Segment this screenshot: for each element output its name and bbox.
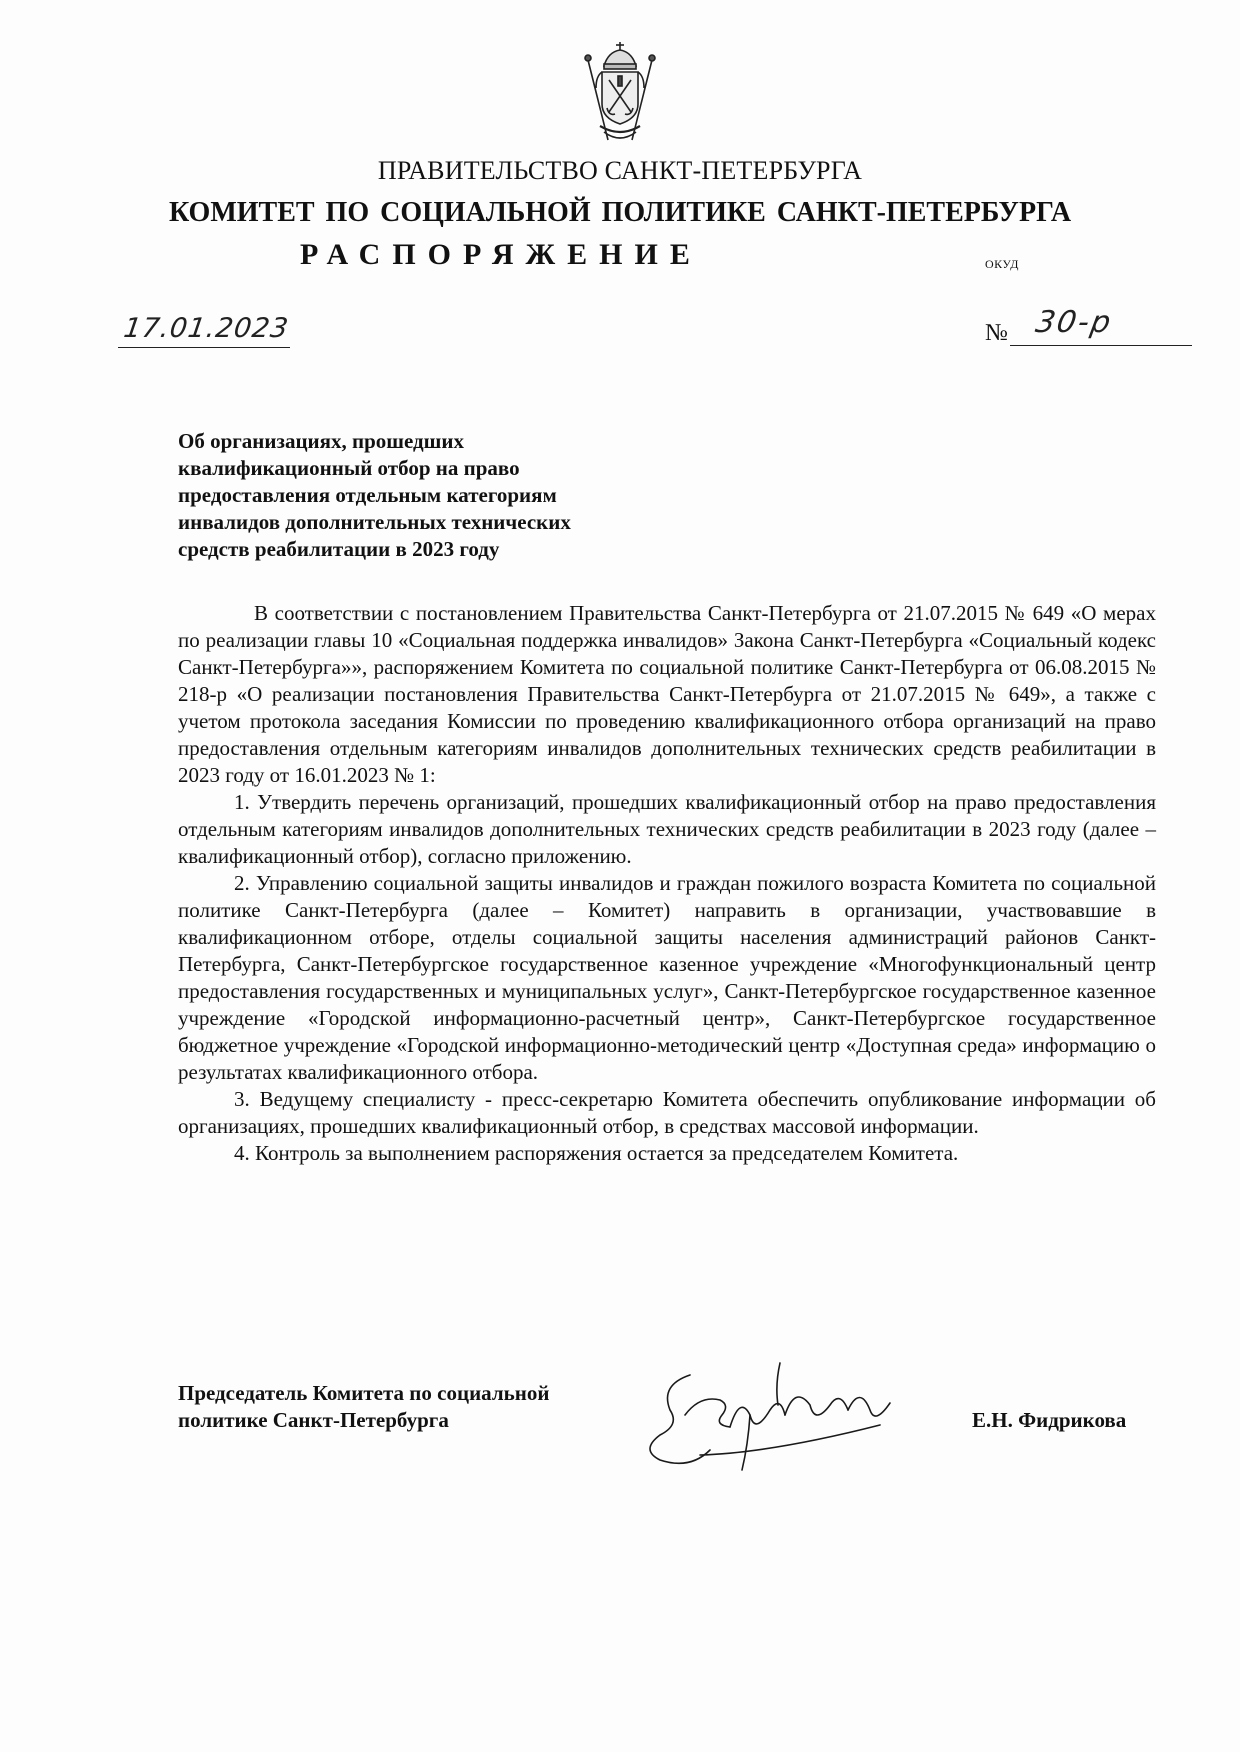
signatory-name: Е.Н. Фидрикова — [972, 1408, 1127, 1432]
subject-line: средств реабилитации в 2023 году — [178, 537, 500, 561]
coat-of-arms-icon — [578, 40, 662, 148]
order-item-2: 2. Управлению социальной защиты инвалидов и граждан пожилого возраста Комитета по социальной политике Санкт-Петербурга (далее – Комитет) направить в организации, участвовавшие в квалификационном отборе, отделы социальной защиты населения администраций районов Санкт-Петербурга, Санкт-Петербургское государственное казенное учреждение «Многофункциональный центр предоставления государственных и муниципальных услуг», Санкт-Петербургское государственное казенное учреждение «Городской информационно-расчетный центр», Санкт-Петербургское государственное бюджетное учреждение «Городской информационно-методический центр «Доступная среда» информацию о результатах квалификационного отбора. — [178, 871, 1156, 1084]
document-date-field — [118, 313, 290, 348]
handwritten-signature — [630, 1355, 930, 1485]
order-item-4: 4. Контроль за выполнением распоряжения остается за председателем Комитета. — [234, 1141, 959, 1165]
subject-line: инвалидов дополнительных технических — [178, 510, 571, 534]
document-number: 30-р — [1032, 305, 1116, 340]
signatory-position-line: политике Санкт-Петербурга — [178, 1408, 449, 1432]
signatory-position — [178, 1380, 638, 1434]
subject-line: предоставления отдельным категориям — [178, 483, 557, 507]
preamble-paragraph: В соответствии с постановлением Правительства Санкт-Петербурга от 21.07.2015 № 649 «О мерах по реализации главы 10 «Социальная поддержка инвалидов» Закона Санкт-Петербурга «Социальный кодекс Санкт-Петербурга»», распоряжением Комитета по социальной политике Санкт-Петербурга от 06.08.2015 № 218-р «О реализации постановления Правительства Санкт-Петербурга от 21.07.2015 № 649», а также с учетом протокола заседания Комиссии по проведению квалификационного отбора организаций на право предоставления отдельным категориям инвалидов дополнительных технических средств реабилитации в 2023 году от 16.01.2023 № 1: — [178, 601, 1156, 787]
okud-label: ОКУД — [985, 257, 1019, 271]
document-type-heading: РАСПОРЯЖЕНИЕ — [300, 238, 702, 271]
document-number-field — [1010, 305, 1192, 346]
subject-line: Об организациях, прошедших — [178, 429, 465, 453]
government-title: ПРАВИТЕЛЬСТВО САНКТ-ПЕТЕРБУРГА — [377, 156, 863, 185]
subject-line: квалификационный отбор на право — [178, 456, 520, 480]
order-item-3: 3. Ведущему специалисту - пресс-секретарю Комитета обеспечить опубликование информации об организациях, прошедших квалификационный отбор, в средствах массовой информации. — [178, 1087, 1156, 1138]
document-body — [178, 600, 1156, 1167]
document-date: 17.01.2023 — [121, 313, 291, 344]
order-item-1: 1. Утвердить перечень организаций, прошедших квалификационный отбор на право предоставления отдельным категориям инвалидов дополнительных технических средств реабилитации в 2023 году (далее – квалификационный отбор), согласно приложению. — [178, 790, 1156, 868]
number-sign: № — [985, 320, 1008, 346]
document-subject — [178, 428, 698, 563]
signatory-position-line: Председатель Комитета по социальной — [178, 1381, 550, 1405]
committee-title: КОМИТЕТ ПО СОЦИАЛЬНОЙ ПОЛИТИКЕ САНКТ-ПЕТЕРБУРГА — [168, 197, 1072, 228]
